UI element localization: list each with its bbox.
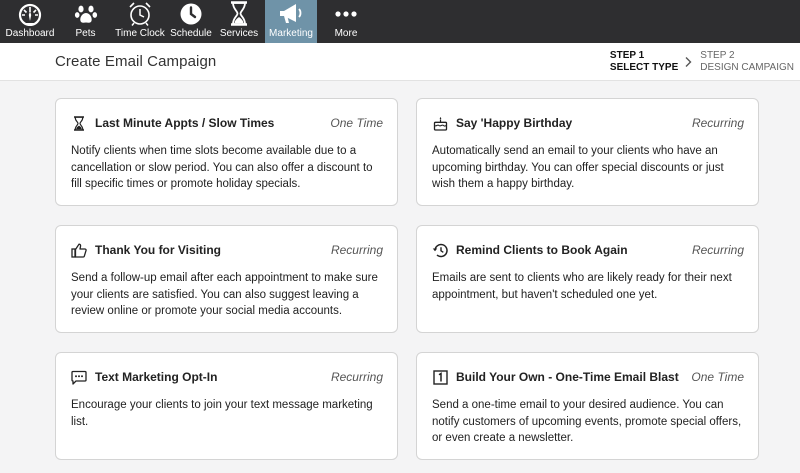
alarm-clock-icon bbox=[127, 1, 153, 26]
nav-item-pets[interactable] bbox=[60, 0, 111, 43]
step-1-number: STEP 1 bbox=[609, 49, 645, 61]
birthday-cake-icon bbox=[432, 115, 448, 131]
card-type-label: Recurring bbox=[691, 243, 744, 257]
card-type-label: Recurring bbox=[330, 370, 383, 384]
more-dots-icon bbox=[334, 1, 358, 26]
hourglass-icon bbox=[229, 1, 249, 26]
nav-item-schedule[interactable] bbox=[169, 0, 213, 43]
nav-label-pets: Pets bbox=[75, 28, 96, 39]
nav-label-schedule: Schedule bbox=[170, 28, 212, 39]
step-indicator bbox=[610, 50, 800, 74]
card-description: Automatically send an email to your clients who have an upcoming birthday. You can offer special discounts or just wish them a happy birthday. bbox=[432, 145, 724, 190]
card-title: Last Minute Appts / Slow Times bbox=[95, 116, 275, 130]
card-type-label: Recurring bbox=[691, 116, 744, 130]
campaign-card-birthday[interactable] bbox=[416, 98, 759, 206]
nav-item-more[interactable] bbox=[317, 0, 375, 43]
history-icon bbox=[432, 242, 448, 258]
megaphone-icon bbox=[278, 1, 304, 26]
step-2-name: DESIGN CAMPAIGN bbox=[700, 61, 794, 73]
campaign-card-build-your-own[interactable] bbox=[416, 352, 759, 460]
card-type-label: One Time bbox=[691, 370, 744, 384]
hourglass-icon bbox=[71, 115, 87, 131]
chevron-right-icon bbox=[684, 56, 693, 68]
dashboard-gauge-icon bbox=[17, 1, 43, 26]
paw-icon bbox=[74, 1, 98, 26]
card-title: Thank You for Visiting bbox=[95, 243, 222, 257]
nav-item-dashboard[interactable] bbox=[0, 0, 60, 43]
card-type-label: One Time bbox=[330, 116, 383, 130]
campaign-type-grid bbox=[55, 98, 759, 460]
card-description: Encourage your clients to join your text message marketing list. bbox=[71, 399, 373, 428]
card-type-label: Recurring bbox=[330, 243, 383, 257]
card-title: Build Your Own - One-Time Email Blast bbox=[456, 370, 679, 384]
nav-label-dashboard: Dashboard bbox=[5, 28, 55, 39]
nav-label-time-clock: Time Clock bbox=[115, 28, 165, 39]
step-1 bbox=[610, 50, 678, 74]
card-description: Send a follow-up email after each appointment to make sure your clients are satisfied. You can also suggest leaving a review online or promote your social media accounts. bbox=[71, 272, 378, 317]
number-one-box-icon bbox=[432, 369, 448, 385]
card-description: Emails are sent to clients who are likely ready for their next appointment, but haven't scheduled one yet. bbox=[432, 272, 732, 301]
step-2 bbox=[700, 50, 794, 74]
card-title: Remind Clients to Book Again bbox=[456, 243, 628, 257]
nav-item-time-clock[interactable] bbox=[111, 0, 169, 43]
nav-item-services[interactable] bbox=[213, 0, 265, 43]
card-title: Say 'Happy Birthday bbox=[456, 116, 573, 130]
campaign-card-thank-you[interactable] bbox=[55, 225, 398, 333]
campaign-card-remind-book[interactable] bbox=[416, 225, 759, 333]
nav-label-more: More bbox=[334, 28, 358, 39]
nav-label-marketing: Marketing bbox=[269, 28, 313, 39]
chat-bubble-icon bbox=[71, 369, 87, 385]
card-description: Notify clients when time slots become available due to a cancellation or slow period. You can also offer a discount to fill specific times or promote holiday specials. bbox=[71, 145, 373, 190]
page-header bbox=[0, 43, 800, 81]
card-title: Text Marketing Opt-In bbox=[95, 370, 218, 384]
clock-icon bbox=[179, 1, 203, 26]
nav-label-services: Services bbox=[219, 28, 259, 39]
campaign-card-last-minute[interactable] bbox=[55, 98, 398, 206]
top-navigation-bar bbox=[0, 0, 800, 43]
step-1-name: SELECT TYPE bbox=[609, 61, 679, 73]
page-title: Create Email Campaign bbox=[55, 53, 217, 70]
step-2-number: STEP 2 bbox=[700, 49, 735, 61]
card-description: Send a one-time email to your desired audience. You can notify customers of upcoming events, promote special offers, or even create a newsletter. bbox=[432, 399, 742, 444]
campaign-card-text-opt-in[interactable] bbox=[55, 352, 398, 460]
nav-item-marketing[interactable] bbox=[265, 0, 317, 43]
thumbs-up-icon bbox=[71, 242, 87, 258]
